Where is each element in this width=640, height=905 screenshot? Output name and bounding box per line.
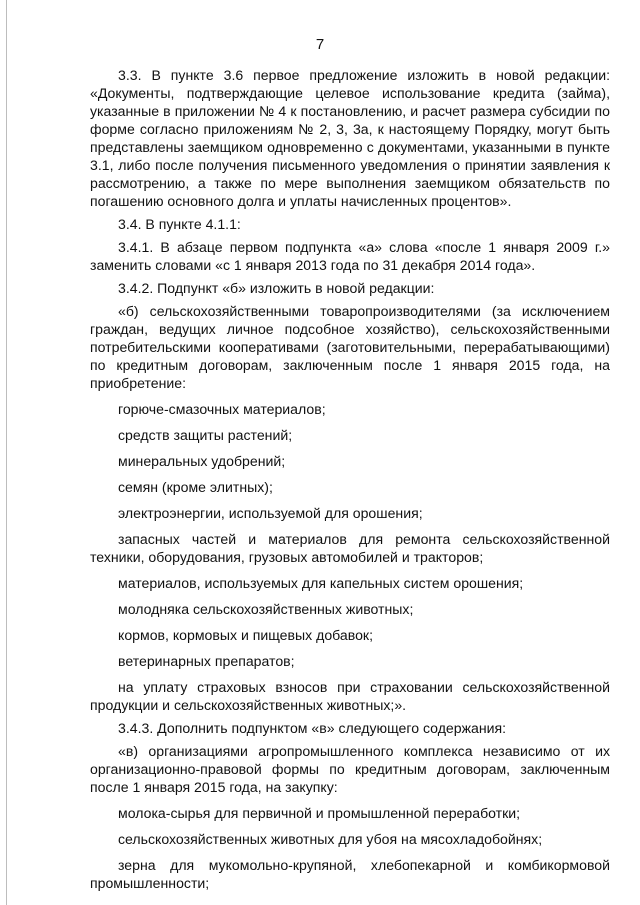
list-item: сельскохозяйственных животных для убоя на мясохладобойнях; [118, 831, 543, 847]
list-item: на уплату страховых взносов при страховании сельскохозяйственной продукции и сельскохозяйственных животных;». [90, 679, 610, 713]
list-item: материалов, используемых для капельных систем орошения; [118, 575, 524, 591]
paragraph-3-4-3: 3.4.3. Дополнить подпунктом «в» следующего содержания: [118, 720, 507, 736]
list-item: ветеринарных препаратов; [118, 653, 295, 669]
subparagraph-v: «в) организациями агропромышленного комплекса независимо от их организационно-правовой формы по кредитным договорам, заключенным после 1 января 2015 года, на закупку: [90, 743, 610, 795]
list-item: запасных частей и материалов для ремонта сельскохозяйственной техники, оборудования, грузовых автомобилей и тракторов; [90, 531, 610, 565]
page-edge-line [6, 0, 7, 905]
document-body [90, 66, 610, 892]
list-item: кормов, кормовых и пищевых добавок; [118, 627, 374, 643]
list-item: средств защиты растений; [118, 427, 293, 443]
paragraph-3-4: 3.4. В пункте 4.1.1: [118, 216, 241, 232]
list-item: горюче-смазочных материалов; [118, 401, 326, 417]
list-item: молока-сырья для первичной и промышленной переработки; [118, 805, 521, 821]
paragraph-3-3: 3.3. В пункте 3.6 первое предложение изложить в новой редакции: «Документы, подтверждающие целевое использование кредита (займа), указанные в приложении № 4 к постановлению, и расчет размера субсидии по форме согласно приложениям № 2, 3, 3а, к настоящему Порядку, могут быть представлены заемщиком одновременно с документами, указанными в пункте 3.1, либо после получения письменного уведомления о принятии заявления к рассмотрению, а также по мере выполнения заемщиком обязательств по погашению основного долга и уплаты начисленных процентов». [90, 67, 610, 209]
list-item: зерна для мукомольно-крупяной, хлебопекарной и комбикормовой промышленности; [90, 857, 610, 891]
list-item: минеральных удобрений; [118, 453, 286, 469]
paragraph-3-4-1: 3.4.1. В абзаце первом подпункта «а» слова «после 1 января 2009 г.» заменить словами «с 1 января 2013 года по 31 декабря 2014 года». [90, 239, 610, 273]
list-item: молодняка сельскохозяйственных животных; [118, 601, 414, 617]
page-number: 7 [315, 36, 325, 53]
list-item: электроэнергии, используемой для орошения; [118, 505, 423, 521]
subparagraph-b: «б) сельскохозяйственными товаропроизводителями (за исключением граждан, ведущих личное подсобное хозяйство), сельскохозяйственными потребительскими кооперативами (заготовительными, перерабатывающими) по кредитным договорам, заключенным после 1 января 2015 года, на приобретение: [90, 303, 610, 391]
paragraph-3-4-2: 3.4.2. Подпункт «б» изложить в новой редакции: [118, 280, 435, 296]
list-item: семян (кроме элитных); [118, 479, 273, 495]
